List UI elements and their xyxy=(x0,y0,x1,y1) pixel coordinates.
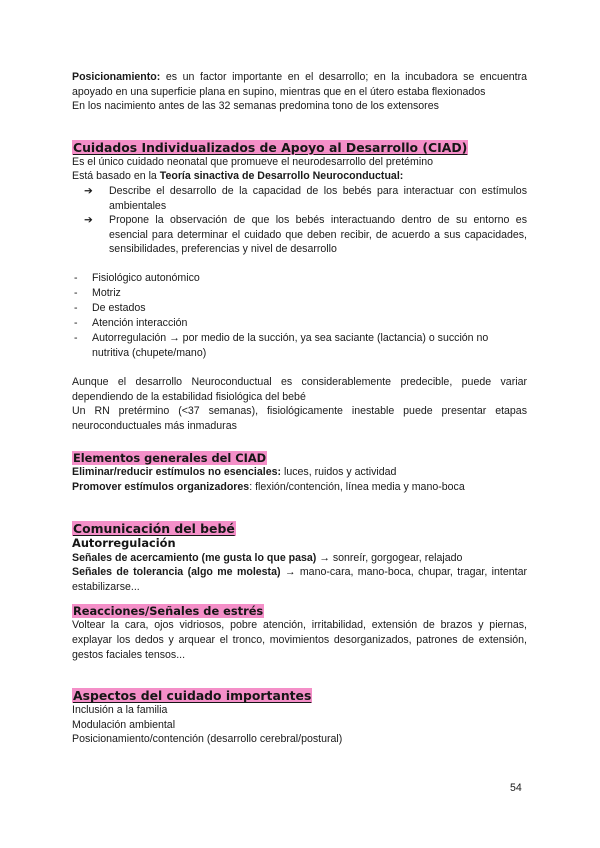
elementos-line2-label: Promover estímulos organizadores xyxy=(72,480,250,493)
arrow-icon: ➔ xyxy=(84,184,93,197)
comunicacion-line1-label: Señales de acercamiento (me gusta lo que pasa) xyxy=(72,551,317,564)
ciad-line2-prefix: Está basado en la xyxy=(72,170,160,183)
ciad-heading: Cuidados Individualizados de Apoyo al Desarrollo (CIAD) xyxy=(73,139,468,155)
list-item-text: Atención interacción xyxy=(92,317,188,330)
intro-line2: En los nacimiento antes de las 32 semanas predomina tono de los extensores xyxy=(72,100,439,113)
page-number: 54 xyxy=(510,782,522,794)
dash-bullet: - xyxy=(74,302,78,315)
comunicacion-line2-label: Señales de tolerancia (algo me molesta) xyxy=(72,566,281,579)
dash-bullet: - xyxy=(74,317,78,330)
ciad-paragraph-2: Un RN pretérmino (<37 semanas), fisiológicamente inestable puede presentar etapas neuroconductuales más inmaduras xyxy=(72,405,527,432)
elementos-line1 xyxy=(72,465,527,480)
autorregulacion-subheading: Autorregulación xyxy=(72,535,176,550)
list-item-text: Propone la observación de que los bebés interactuando dentro de su entorno es esencial para determinar el cuidado que deben recibir, de acuerdo a sus capacidades, sensibilidades, preferencias y nivel de desarrollo xyxy=(109,214,527,256)
list-item xyxy=(72,316,527,331)
elementos-section xyxy=(72,451,527,494)
list-item-text: De estados xyxy=(92,302,146,315)
list-item-text: Motriz xyxy=(92,287,121,300)
aspectos-heading: Aspectos del cuidado importantes xyxy=(73,688,312,704)
elementos-line1-label: Eliminar/reducir estímulos no esenciales: xyxy=(72,466,282,479)
comunicacion-line2-text: → mano-cara, mano-boca, chupar, tragar, intentar estabilizarse... xyxy=(72,566,527,593)
elementos-line2-text: : flexión/contención, línea media y mano-boca xyxy=(249,480,465,493)
aspectos-item: Posicionamiento/contención (desarrollo cerebral/postural) xyxy=(72,733,343,746)
ciad-dash-list xyxy=(72,271,527,361)
elementos-line1-text: luces, ruidos y actividad xyxy=(281,466,397,479)
list-item xyxy=(72,331,527,360)
dash-bullet: - xyxy=(74,332,78,345)
list-item xyxy=(72,213,527,257)
comunicacion-line1 xyxy=(72,551,527,566)
ciad-paragraph-1: Aunque el desarrollo Neuroconductual es considerablemente predecible, puede variar dependiendo de la estabilidad fisiológica del bebé xyxy=(72,376,527,403)
list-item xyxy=(72,271,527,286)
aspectos-section xyxy=(72,688,527,747)
intro-label: Posicionamiento: xyxy=(72,71,161,83)
comunicacion-line1-text: → sonreír, gorgogear, relajado xyxy=(316,551,463,564)
ciad-line2 xyxy=(72,169,527,184)
elementos-heading: Elementos generales del CIAD xyxy=(73,451,267,466)
list-item xyxy=(72,301,527,316)
list-item-text: Describe el desarrollo de la capacidad de los bebés para interactuar con estímulos ambientales xyxy=(109,184,527,212)
comunicacion-section xyxy=(72,521,527,595)
dash-bullet: - xyxy=(74,271,78,284)
aspectos-item: Inclusión a la familia xyxy=(72,704,168,717)
ciad-section xyxy=(72,140,527,434)
reacciones-section xyxy=(72,604,527,662)
document-page xyxy=(72,70,527,747)
reacciones-text: Voltear la cara, ojos vidriosos, pobre atención, irritabilidad, extensión de brazos y piernas, explayar los dedos y arquear el tronco, movimientos desorganizados, patrones de extensión, gestos faciales tensos... xyxy=(72,619,527,661)
list-item-text: Autorregulación → por medio de la succión, ya sea saciante (lactancia) o succión no nutritiva (chupete/mano) xyxy=(92,332,489,359)
comunicacion-line2 xyxy=(72,565,527,594)
ciad-line1: Es el único cuidado neonatal que promueve el neurodesarrollo del pretémino xyxy=(72,155,434,168)
aspectos-item: Modulación ambiental xyxy=(72,718,176,731)
dash-bullet: - xyxy=(74,287,78,300)
comunicacion-heading: Comunicación del bebé xyxy=(73,520,235,536)
list-item xyxy=(72,286,527,301)
ciad-arrow-list xyxy=(72,184,527,257)
intro-text: es un factor importante en el desarrollo; en la incubadora se encuentra apoyado en una superficie plana en supino, mientras que en el útero estaba flexionados xyxy=(72,71,527,98)
list-item-text: Fisiológico autonómico xyxy=(92,271,200,284)
elementos-line2 xyxy=(72,480,527,495)
arrow-icon: ➔ xyxy=(84,214,93,227)
list-item xyxy=(72,184,527,213)
reacciones-heading: Reacciones/Señales de estrés xyxy=(73,604,264,619)
ciad-theory: Teoría sinactiva de Desarrollo Neuroconductual: xyxy=(159,170,404,183)
intro-paragraph xyxy=(72,70,527,99)
